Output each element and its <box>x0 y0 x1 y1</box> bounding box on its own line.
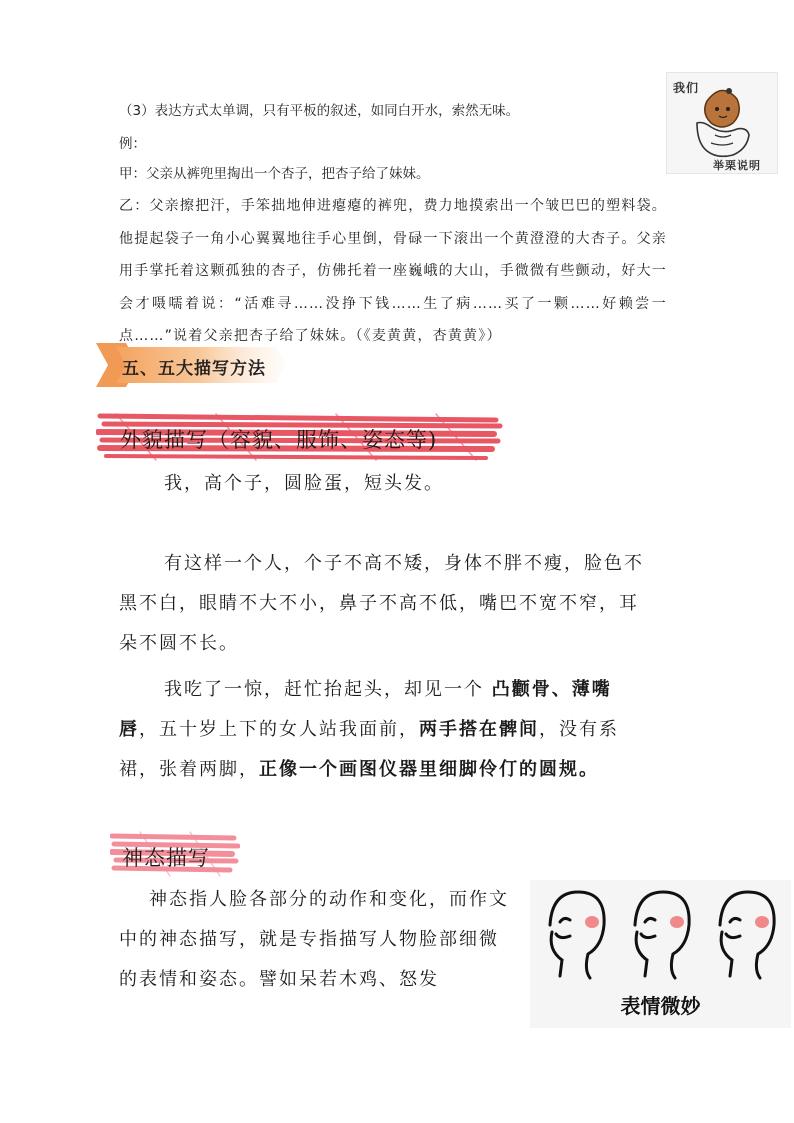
example-jia: 甲：父亲从裤兜里掏出一个杏子，把杏子给了妹妹。 <box>119 166 430 182</box>
appearance-line-1: 我，高个子，圆脸蛋，短头发。 <box>164 473 444 494</box>
para3-bold-1: 凸颧骨、薄嘴唇 <box>119 679 612 740</box>
example-yi: 乙：父亲擦把汗，手笨拙地伸进瘪瘪的裤兜，费力地摸索出一个皱巴巴的塑料袋。他提起袋子一角小心翼翼地往手心里倒，骨碌一下滚出一个黄澄澄的大杏子。父亲用手掌托着这颗孤独的杏子，仿佛托着一座巍峨的大山，手微微有些颤动，好大一会才嗫嚅着说：“活难寻……没挣下钱……生了病……买了一颗……好赖尝一点……”说着父亲把杏子给了妹妹。（《麦黄黄，杏黄黄》） <box>119 198 667 344</box>
expression-heading <box>110 828 240 880</box>
expression-heading-text: 神态描写 <box>122 846 210 870</box>
faces-caption: 表情微妙 <box>620 994 701 1018</box>
appearance-paragraph-2: 有这样一个人，个子不高不矮，身体不胖不瘦，脸色不黑不白，眼睛不大不小，鼻子不高不低，嘴巴不宽不窄，耳朵不圆不长。 <box>119 553 644 654</box>
para3-text-1: 我吃了一惊，赶忙抬起头，却见一个 <box>164 679 492 700</box>
para3-bold-2: 两手搭在髀间 <box>419 719 539 740</box>
sticker-text-top: 我们 <box>673 81 700 95</box>
example-label: 例： <box>119 136 146 152</box>
appearance-paragraph-3 <box>119 670 649 790</box>
para3-text-3: ，没有系裙，张着两脚， <box>119 719 619 780</box>
expression-paragraph: 神态指人脸各部分的动作和变化，而作文中的神态描写，就是专指描写人物脸部细微的表情和姿态。譬如呆若木鸡、怒发 <box>119 889 509 990</box>
section-5-heading <box>96 343 326 387</box>
para3-text-2: ，五十岁上下的女人站我面前， <box>139 719 419 740</box>
point-3-text: （3）表达方式太单调，只有平板的叙述，如同白开水，索然无味。 <box>119 103 520 119</box>
expression-faces-image <box>530 880 791 1028</box>
appearance-heading <box>96 408 504 466</box>
illustration-sticker <box>666 72 778 174</box>
para3-bold-3: 正像一个画图仪器里细脚伶仃的圆规。 <box>259 759 599 780</box>
sticker-text-bottom: 举栗说明 <box>713 159 761 172</box>
section-5-title: 五、五大描写方法 <box>122 359 266 379</box>
appearance-heading-text: 外貌描写（容貌、服饰、姿态等) <box>120 428 438 452</box>
